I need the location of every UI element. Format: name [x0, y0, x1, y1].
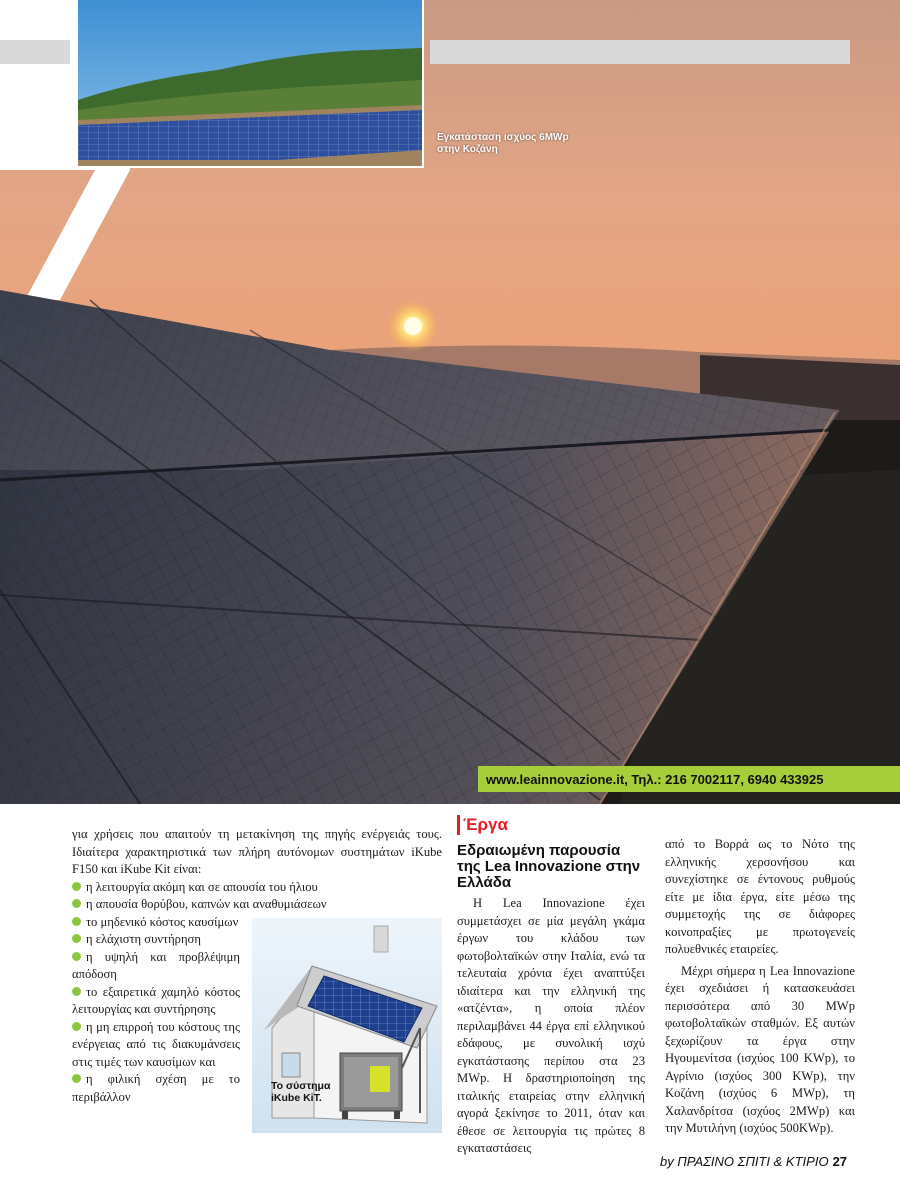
section-label: Έργα — [457, 815, 645, 835]
article-paragraph: Μέχρι σήμερα η Lea Innovazione έχει σχεδιάσει ή κατασκευάσει περισσότερα από 30 MWp φωτοβολταϊκών σταθμών. Εξ αυτών ξεχωρίζουν τα έργα στην Ηγουμενίτσα (ισχύος 100 KWp), το Αγρίνιο (ισχύος 300 KWp), την Κοζάνη (ισχύος 6 MWp), τη Χαλανδρίτσα (ισχύος 2MWp) και την Μυτιλήνη (ισχύος 500KWp). — [665, 963, 855, 1135]
inset-photo-kozani-plant — [78, 0, 424, 168]
page-number: 27 — [832, 1154, 848, 1169]
bullet-dot-icon — [72, 952, 81, 961]
bullet-dot-icon — [72, 1074, 81, 1083]
column-2 — [457, 815, 645, 1158]
bullet-item: το μηδενικό κόστος καυσίμων — [72, 914, 240, 932]
inset-photo-caption: Εγκατάσταση ισχύος 6MWp στην Κοζάνη — [437, 132, 569, 155]
bullet-dot-icon — [72, 899, 81, 908]
bullet-dot-icon — [72, 1022, 81, 1031]
intro-paragraph: για χρήσεις που απαιτούν τη μετακίνηση της πηγής ενέργειάς τους. Ιδιαίτερα χαρακτηριστικά των πλήρη αυτόνομων συστημάτων iKube F150 και iKube Kit είναι: — [72, 827, 442, 876]
article-body: Η Lea Innovazione έχει συμμετάσχει σε μία μεγάλη γκάμα έργων του κλάδου των φωτοβολταϊκών στην Ιταλία, ενώ τα τελευταία χρόνια έχει αναπτύξει ιδιαίτερα και την ελληνική της «ατζέντα», η οποία πλέον περιλαμβάνει 44 έργα επί ελληνικού εδάφους, με συνολική ισχύ εγκατάστασης περίπου στα 23 MWp. Η δραστηριοποίηση της ιταλικής εταιρείας στην ελληνική αγορά ξεκίνησε το 2011, όταν και έθεσε σε λειτουργία τις πρώτες 8 εγκαταστάσεις — [457, 896, 645, 1155]
bullet-item: η λειτουργία ακόμη και σε απουσία του ήλιου — [72, 879, 442, 897]
bullet-dot-icon — [72, 882, 81, 891]
contact-bar: www.leainnovazione.it, Τηλ.: 216 7002117, 6940 433925 — [478, 766, 900, 792]
bullet-item: η ελάχιστη συντήρηση — [72, 931, 240, 949]
bullet-dot-icon — [72, 987, 81, 996]
decorative-gray-bar-left — [0, 40, 70, 64]
decorative-gray-bar-right — [430, 40, 850, 64]
bullet-dot-icon — [72, 934, 81, 943]
column-3 — [665, 836, 855, 1138]
bullet-item: η μη επιρροή του κόστους της ενέργειας από τις διακυμάνσεις στις τιμές των καυσίμων και — [72, 1019, 240, 1069]
product-caption: Το σύστημα iKube KiT. — [271, 1080, 331, 1104]
bullet-item: το εξαιρετικά χαμηλό κόστος λειτουργίας και συντήρησης — [72, 984, 240, 1016]
article-continuation: από το Βορρά ως το Νότο της ελληνικής χερσονήσου και συνεχίστηκε σε έντονους ρυθμούς είτε με ίδια έργα, είτε μέσω της συμμετοχής της σε διάφορες κοινοπραξίες με πρωτογενείς πολυεθνικές εταιρείες. — [665, 837, 855, 956]
page-footer — [660, 1154, 847, 1169]
bullet-dot-icon — [72, 917, 81, 926]
article-heading: Εδραιωμένη παρουσία της Lea Innovazione στην Ελλάδα — [457, 842, 641, 891]
bullet-item: η υψηλή και προβλέψιμη απόδοση — [72, 949, 240, 981]
bullet-item: η φιλική σχέση με το περιβάλλον — [72, 1072, 240, 1104]
bullet-item: η απουσία θορύβου, καπνών και αναθυμιάσεων — [72, 896, 442, 914]
publication-name: by ΠΡΑΣΙΝΟ ΣΠΙΤΙ & ΚΤΙΡΙΟ — [660, 1154, 829, 1169]
